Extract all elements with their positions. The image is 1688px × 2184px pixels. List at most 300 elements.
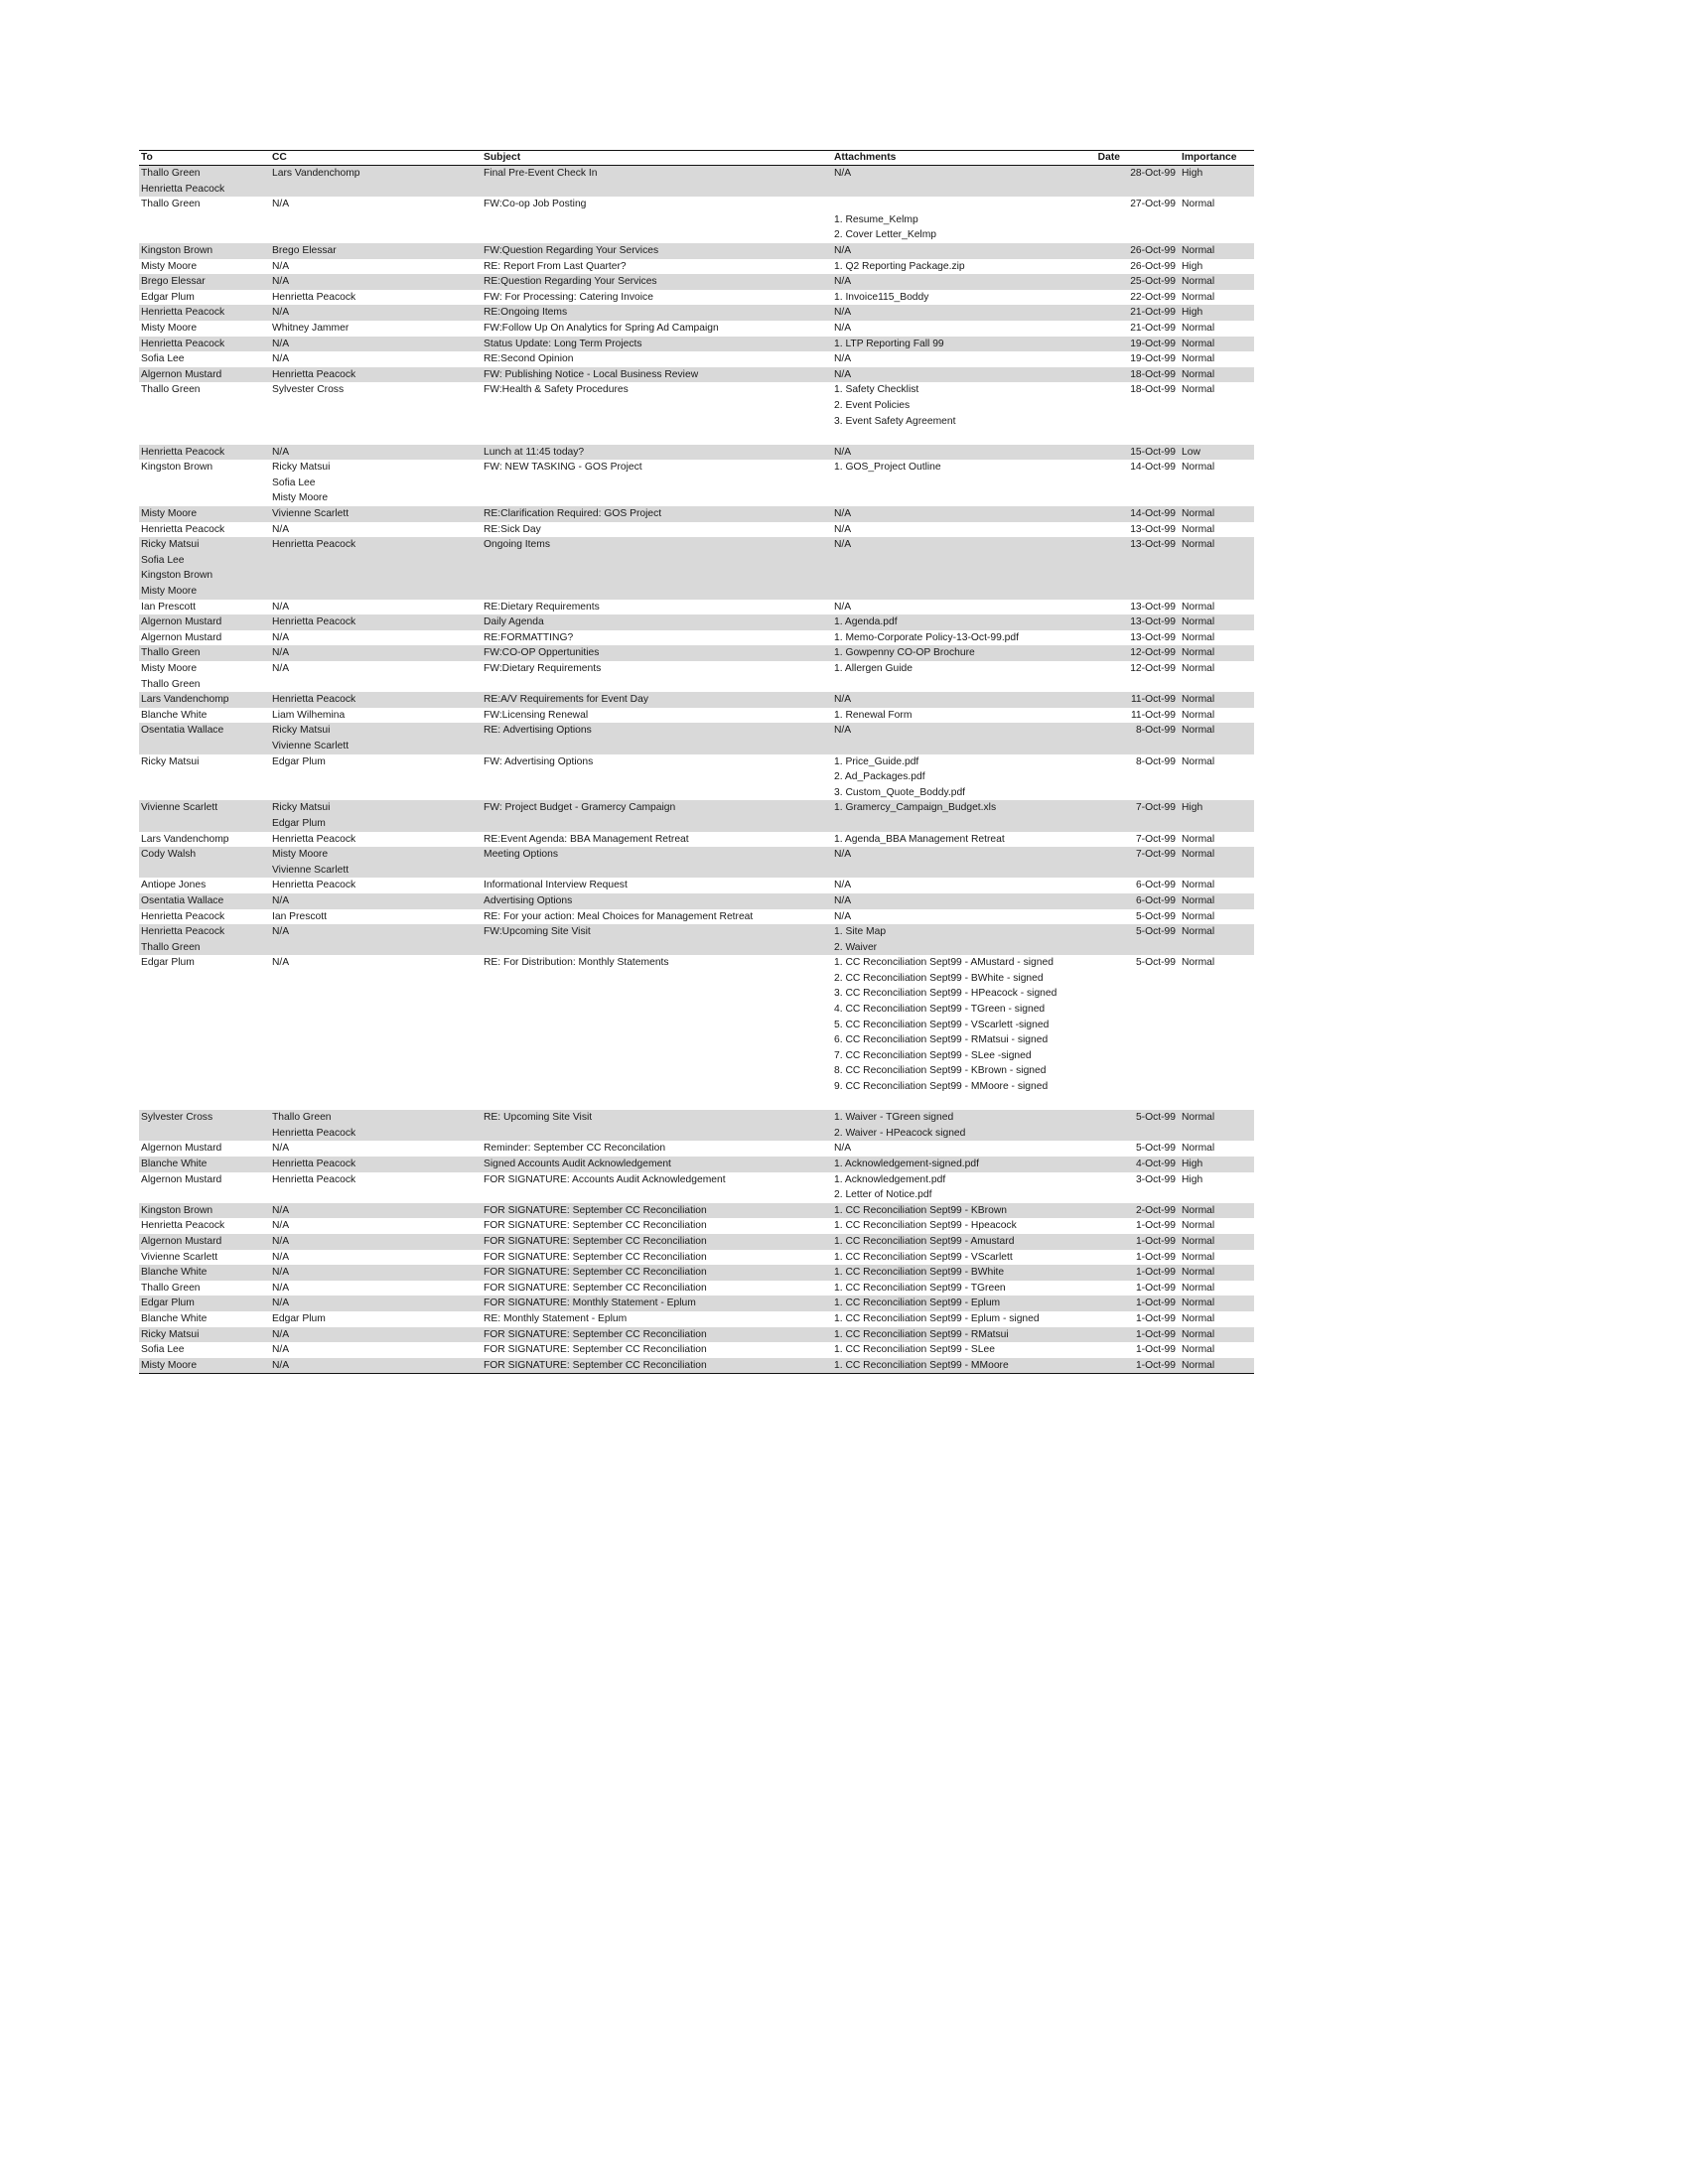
- cc-cell: [270, 1172, 482, 1203]
- attachments-cell: [832, 1203, 1065, 1219]
- attachments-cell-line: 8. CC Reconciliation Sept99 - KBrown - signed: [834, 1065, 1047, 1077]
- cc-cell-line: N/A: [272, 353, 290, 365]
- cc-cell: [270, 259, 482, 275]
- subject-cell: RE: Advertising Options: [482, 723, 832, 753]
- cc-cell-line: Sylvester Cross: [272, 384, 345, 396]
- cc-cell-line: Vivienne Scarlett: [272, 864, 350, 876]
- subject-cell: FW:Licensing Renewal: [484, 709, 589, 721]
- attachments-cell-line: 1. Memo-Corporate Policy-13-Oct-99.pdf: [834, 631, 1019, 643]
- date-cell: 2-Oct-99: [1065, 1203, 1180, 1219]
- attachments-cell: [832, 800, 1065, 831]
- importance-cell: Normal: [1180, 243, 1254, 259]
- importance-cell: Normal: [1182, 709, 1215, 721]
- importance-cell: Normal: [1182, 1220, 1215, 1232]
- to-cell-line: Cody Walsh: [141, 849, 197, 861]
- to-cell: [139, 1110, 270, 1141]
- importance-cell: Normal: [1180, 847, 1254, 878]
- attachments-cell-line: 1. Gowpenny CO-OP Brochure: [834, 647, 975, 659]
- subject-cell: FW:Dietary Requirements: [484, 663, 602, 674]
- subject-cell: FW: Advertising Options: [484, 755, 594, 767]
- importance-cell: Normal: [1180, 1265, 1254, 1281]
- attachments-cell-line: 2. CC Reconciliation Sept99 - BWhite - signed: [834, 972, 1044, 984]
- to-cell-line: Misty Moore: [141, 1359, 198, 1371]
- cc-cell: [270, 321, 482, 337]
- subject-cell: FOR SIGNATURE: September CC Reconciliation: [484, 1251, 707, 1263]
- attachments-cell-line: 1. Gramercy_Campaign_Budget.xls: [834, 802, 997, 814]
- to-cell-line: Misty Moore: [141, 260, 198, 272]
- date-cell: 5-Oct-99: [1135, 1143, 1176, 1155]
- cc-cell-line: Edgar Plum: [272, 1312, 326, 1324]
- table-row: [139, 723, 1254, 753]
- table-row: [139, 661, 1254, 692]
- date-cell: 12-Oct-99: [1130, 663, 1176, 674]
- cc-cell: [270, 847, 482, 878]
- attachments-cell: [832, 955, 1065, 1110]
- table-row: [139, 847, 1254, 878]
- date-cell: 1-Oct-99: [1135, 1344, 1176, 1356]
- to-cell-line: Osentatia Wallace: [141, 725, 224, 737]
- subject-cell: FW: Publishing Notice - Local Business Review: [482, 367, 832, 383]
- importance-cell: Normal: [1182, 384, 1215, 396]
- cc-cell: [270, 1250, 482, 1266]
- importance-cell: Normal: [1180, 506, 1254, 522]
- to-cell: [139, 1311, 270, 1327]
- cc-cell-line: Thallo Green: [272, 1112, 332, 1124]
- attachments-cell-line: 1. CC Reconciliation Sept99 - RMatsui: [834, 1328, 1009, 1340]
- attachments-cell-line: 1. Allergen Guide: [834, 663, 913, 674]
- cc-cell-line: N/A: [272, 1220, 290, 1232]
- cc-cell-line: N/A: [272, 260, 290, 272]
- header-to: To: [139, 151, 270, 166]
- table-row: [139, 600, 1254, 615]
- attachments-cell-line: 1. CC Reconciliation Sept99 - TGreen: [834, 1282, 1006, 1294]
- cc-cell-line: N/A: [272, 276, 290, 288]
- to-cell-line: Algernon Mustard: [141, 1143, 222, 1155]
- table-row: [139, 955, 1254, 1110]
- cc-cell: [270, 832, 482, 848]
- importance-cell: Normal: [1182, 957, 1215, 969]
- to-cell: [139, 537, 270, 599]
- subject-cell: Lunch at 11:45 today?: [482, 445, 832, 461]
- to-cell: [139, 259, 270, 275]
- attachments-cell-line: 2. Cover Letter_Kelmp: [834, 229, 937, 241]
- importance-cell: High: [1182, 260, 1203, 272]
- cc-cell: [270, 1110, 482, 1141]
- to-cell: [139, 600, 270, 615]
- date-cell: 21-Oct-99: [1065, 305, 1180, 321]
- to-cell: [139, 445, 270, 461]
- attachments-cell: [832, 1296, 1065, 1311]
- cc-cell-line: N/A: [272, 1143, 290, 1155]
- attachments-cell: [832, 924, 1065, 955]
- table-row: [139, 337, 1254, 352]
- to-cell: [139, 754, 270, 801]
- to-cell: [139, 630, 270, 646]
- to-cell: [139, 924, 270, 955]
- attachments-cell: [832, 645, 1065, 661]
- attachments-cell-line: 1. Agenda_BBA Management Retreat: [834, 833, 1005, 845]
- cc-cell-line: N/A: [272, 601, 290, 613]
- subject-cell: FOR SIGNATURE: September CC Reconciliation: [482, 1265, 832, 1281]
- cc-cell: [270, 924, 482, 955]
- header-attachments: Attachments: [832, 151, 1065, 166]
- subject-cell: RE:Dietary Requirements: [484, 601, 600, 613]
- date-cell: 28-Oct-99: [1065, 166, 1180, 198]
- attachments-cell-line: N/A: [834, 880, 852, 891]
- email-log-table: [139, 150, 1254, 1374]
- attachments-cell: [832, 1327, 1065, 1343]
- attachments-cell-line: 2. Waiver: [834, 941, 878, 953]
- importance-cell: Normal: [1182, 523, 1215, 535]
- cc-cell-line: N/A: [272, 1344, 290, 1356]
- cc-cell-line: N/A: [272, 523, 290, 535]
- subject-cell: FW:Health & Safety Procedures: [484, 384, 629, 396]
- attachments-cell-line: 1. GOS_Project Outline: [834, 462, 941, 474]
- attachments-cell: [832, 460, 1065, 506]
- subject-cell: RE: Report From Last Quarter?: [484, 260, 627, 272]
- date-cell: 1-Oct-99: [1065, 1358, 1180, 1374]
- to-cell-line: Kingston Brown: [141, 570, 213, 582]
- to-cell: [139, 832, 270, 848]
- attachments-cell: [832, 1342, 1065, 1358]
- attachments-cell-line: N/A: [834, 353, 852, 365]
- table-row: [139, 382, 1254, 444]
- to-cell: [139, 460, 270, 506]
- table-row: [139, 445, 1254, 461]
- table-row: [139, 290, 1254, 306]
- attachments-cell: [832, 274, 1065, 290]
- to-cell-line: Brego Elessar: [141, 276, 206, 288]
- subject-cell: FW:Question Regarding Your Services: [482, 243, 832, 259]
- importance-cell: Normal: [1182, 1143, 1215, 1155]
- cc-cell: [270, 909, 482, 925]
- table-row: [139, 259, 1254, 275]
- date-cell: 13-Oct-99: [1130, 523, 1176, 535]
- to-cell: [139, 661, 270, 692]
- cc-cell: [270, 1218, 482, 1234]
- cc-cell: [270, 692, 482, 708]
- date-cell: 8-Oct-99: [1135, 755, 1176, 767]
- to-cell-line: Henrietta Peacock: [141, 926, 225, 938]
- cc-cell-line: Vivienne Scarlett: [272, 740, 350, 751]
- to-cell: [139, 800, 270, 831]
- attachments-cell-line: N/A: [834, 446, 852, 458]
- attachments-cell: [832, 832, 1065, 848]
- cc-cell-line: Henrietta Peacock: [272, 539, 356, 551]
- date-cell: 1-Oct-99: [1135, 1251, 1176, 1263]
- date-cell: 19-Oct-99: [1130, 353, 1176, 365]
- attachments-cell-line: 1. Resume_Kelmp: [834, 213, 918, 225]
- importance-cell: Normal: [1180, 537, 1254, 599]
- attachments-cell: [832, 259, 1065, 275]
- to-cell: [139, 1172, 270, 1203]
- attachments-cell-line: 1. CC Reconciliation Sept99 - SLee: [834, 1344, 995, 1356]
- attachments-cell-line: 2. Ad_Packages.pdf: [834, 771, 925, 783]
- attachments-cell-line: 4. CC Reconciliation Sept99 - TGreen - signed: [834, 1004, 1046, 1016]
- to-cell-line: Blanche White: [141, 1312, 208, 1324]
- cc-cell-line: Henrietta Peacock: [272, 694, 356, 706]
- to-cell-line: Henrietta Peacock: [141, 338, 225, 349]
- attachments-cell: [832, 708, 1065, 724]
- attachments-cell-line: 1. LTP Reporting Fall 99: [834, 338, 944, 349]
- subject-cell: FW: NEW TASKING - GOS Project: [484, 462, 642, 474]
- to-cell-line: Misty Moore: [141, 322, 198, 334]
- cc-cell: [270, 1311, 482, 1327]
- importance-cell: Normal: [1182, 322, 1215, 334]
- importance-cell: Normal: [1180, 274, 1254, 290]
- to-cell-line: Henrietta Peacock: [141, 183, 225, 195]
- date-cell: 6-Oct-99: [1065, 893, 1180, 909]
- to-cell: [139, 909, 270, 925]
- importance-cell: Normal: [1182, 601, 1215, 613]
- subject-cell: RE:Question Regarding Your Services: [482, 274, 832, 290]
- attachments-cell: [832, 1234, 1065, 1250]
- importance-cell: Normal: [1182, 663, 1215, 674]
- table-row: [139, 351, 1254, 367]
- table-row: [139, 522, 1254, 538]
- attachments-cell-line: 1. CC Reconciliation Sept99 - MMoore: [834, 1359, 1009, 1371]
- date-cell: 14-Oct-99: [1065, 506, 1180, 522]
- table-row: [139, 1358, 1254, 1374]
- table-row: [139, 1296, 1254, 1311]
- attachments-cell-line: 7. CC Reconciliation Sept99 - SLee -signed: [834, 1049, 1032, 1061]
- to-cell-line: Algernon Mustard: [141, 1173, 222, 1185]
- date-cell: 13-Oct-99: [1065, 537, 1180, 599]
- table-row: [139, 321, 1254, 337]
- importance-cell: High: [1180, 1157, 1254, 1172]
- date-cell: 18-Oct-99: [1065, 367, 1180, 383]
- table-row: [139, 367, 1254, 383]
- cc-cell: [270, 1342, 482, 1358]
- attachments-cell-line: N/A: [834, 307, 852, 319]
- to-cell-line: Thallo Green: [141, 647, 201, 659]
- cc-cell: [270, 537, 482, 599]
- cc-cell: [270, 1281, 482, 1297]
- table-row: [139, 1218, 1254, 1234]
- to-cell-line: Kingston Brown: [141, 244, 213, 256]
- importance-cell: Normal: [1180, 893, 1254, 909]
- to-cell-line: Misty Moore: [141, 508, 198, 520]
- date-cell: 27-Oct-99: [1130, 199, 1176, 210]
- cc-cell: [270, 1296, 482, 1311]
- subject-cell: Signed Accounts Audit Acknowledgement: [482, 1157, 832, 1172]
- attachments-cell: [832, 367, 1065, 383]
- cc-cell-line: N/A: [272, 1282, 290, 1294]
- table-row: [139, 909, 1254, 925]
- cc-cell-line: N/A: [272, 631, 290, 643]
- cc-cell: [270, 445, 482, 461]
- cc-cell: [270, 661, 482, 692]
- to-cell: [139, 290, 270, 306]
- attachments-cell: [832, 382, 1065, 444]
- table-row: [139, 692, 1254, 708]
- subject-cell: RE: Upcoming Site Visit: [482, 1110, 832, 1141]
- to-cell: [139, 506, 270, 522]
- cc-cell-line: N/A: [272, 957, 290, 969]
- to-cell: [139, 305, 270, 321]
- importance-cell: Normal: [1182, 199, 1215, 210]
- attachments-cell-line: 1. Waiver - TGreen signed: [834, 1112, 954, 1124]
- to-cell: [139, 708, 270, 724]
- attachments-cell: [832, 1110, 1065, 1141]
- to-cell-line: Edgar Plum: [141, 957, 195, 969]
- subject-cell: Status Update: Long Term Projects: [482, 337, 832, 352]
- to-cell-line: Ricky Matsui: [141, 1328, 200, 1340]
- table-row: [139, 305, 1254, 321]
- table-row: [139, 1281, 1254, 1297]
- to-cell: [139, 337, 270, 352]
- attachments-cell: [832, 847, 1065, 878]
- date-cell: 5-Oct-99: [1135, 957, 1176, 969]
- attachments-cell-line: N/A: [834, 368, 852, 380]
- to-cell: [139, 274, 270, 290]
- importance-cell: Normal: [1182, 291, 1215, 303]
- attachments-cell-line: 2. Waiver - HPeacock signed: [834, 1127, 966, 1139]
- subject-cell: RE:A/V Requirements for Event Day: [482, 692, 832, 708]
- table-body: [139, 166, 1254, 1374]
- cc-cell-line: N/A: [272, 1328, 290, 1340]
- importance-cell: Normal: [1182, 353, 1215, 365]
- date-cell: 5-Oct-99: [1065, 924, 1180, 955]
- cc-cell: [270, 274, 482, 290]
- attachments-cell-line: 3. CC Reconciliation Sept99 - HPeacock - signed: [834, 988, 1057, 1000]
- cc-cell: [270, 1358, 482, 1374]
- to-cell-line: Vivienne Scarlett: [141, 1251, 218, 1263]
- cc-cell: [270, 197, 482, 243]
- to-cell: [139, 878, 270, 893]
- cc-cell-line: N/A: [272, 1297, 290, 1309]
- importance-cell: Normal: [1182, 910, 1215, 922]
- attachments-cell: [832, 337, 1065, 352]
- to-cell-line: Vivienne Scarlett: [141, 802, 218, 814]
- to-cell-line: Blanche White: [141, 709, 208, 721]
- cc-cell-line: Sofia Lee: [272, 477, 316, 488]
- cc-cell: [270, 522, 482, 538]
- header-row: [139, 151, 1254, 166]
- to-cell: [139, 197, 270, 243]
- importance-cell: Normal: [1182, 1344, 1215, 1356]
- cc-cell-line: Edgar Plum: [272, 817, 326, 829]
- to-cell: [139, 692, 270, 708]
- importance-cell: Normal: [1182, 880, 1215, 891]
- cc-cell: [270, 955, 482, 1110]
- to-cell-line: Misty Moore: [141, 663, 198, 674]
- importance-cell: High: [1180, 166, 1254, 198]
- attachments-cell: [832, 305, 1065, 321]
- table-row: [139, 1342, 1254, 1358]
- importance-cell: Normal: [1182, 1312, 1215, 1324]
- attachments-cell-line: N/A: [834, 601, 852, 613]
- cc-cell: [270, 1203, 482, 1219]
- to-cell-line: Sofia Lee: [141, 554, 185, 566]
- to-cell-line: Kingston Brown: [141, 1204, 213, 1216]
- subject-cell: FW: For Processing: Catering Invoice: [484, 291, 653, 303]
- importance-cell: Low: [1180, 445, 1254, 461]
- to-cell-line: Algernon Mustard: [141, 631, 222, 643]
- attachments-cell: [832, 754, 1065, 801]
- to-cell: [139, 955, 270, 1110]
- attachments-cell-line: N/A: [834, 539, 852, 551]
- cc-cell: [270, 1327, 482, 1343]
- importance-cell: Normal: [1182, 462, 1215, 474]
- attachments-cell-line: 1. CC Reconciliation Sept99 - Hpeacock: [834, 1220, 1017, 1232]
- cc-cell-line: Vivienne Scarlett: [272, 508, 350, 520]
- attachments-cell: [832, 600, 1065, 615]
- subject-cell: RE:Event Agenda: BBA Management Retreat: [484, 833, 689, 845]
- cc-cell-line: Ricky Matsui: [272, 725, 331, 737]
- importance-cell: Normal: [1182, 833, 1215, 845]
- cc-cell-line: N/A: [272, 663, 290, 674]
- to-cell: [139, 1281, 270, 1297]
- attachments-cell-line: N/A: [834, 694, 852, 706]
- cc-cell-line: Henrietta Peacock: [272, 616, 356, 628]
- to-cell: [139, 166, 270, 198]
- attachments-cell: [832, 614, 1065, 630]
- to-cell-line: Henrietta Peacock: [141, 307, 225, 319]
- attachments-cell-line: 1. Agenda.pdf: [834, 616, 898, 628]
- header-subject: Subject: [482, 151, 832, 166]
- date-cell: 13-Oct-99: [1065, 614, 1180, 630]
- subject-cell: FW:Co-op Job Posting: [484, 199, 587, 210]
- to-cell-line: Kingston Brown: [141, 462, 213, 474]
- to-cell-line: Sylvester Cross: [141, 1112, 213, 1124]
- cc-cell-line: Henrietta Peacock: [272, 1173, 356, 1185]
- cc-cell: [270, 351, 482, 367]
- cc-cell-line: N/A: [272, 894, 290, 906]
- importance-cell: Normal: [1180, 1296, 1254, 1311]
- to-cell-line: Thallo Green: [141, 678, 201, 690]
- attachments-cell: [832, 1157, 1065, 1172]
- date-cell: 13-Oct-99: [1130, 601, 1176, 613]
- table-row: [139, 1250, 1254, 1266]
- attachments-cell-line: N/A: [834, 1143, 852, 1155]
- cc-cell-line: Henrietta Peacock: [272, 833, 356, 845]
- table-row: [139, 708, 1254, 724]
- subject-cell: Daily Agenda: [482, 614, 832, 630]
- to-cell: [139, 1296, 270, 1311]
- date-cell: 5-Oct-99: [1065, 1110, 1180, 1141]
- table-row: [139, 1203, 1254, 1219]
- cc-cell: [270, 708, 482, 724]
- subject-cell: Meeting Options: [482, 847, 832, 878]
- importance-cell: High: [1180, 800, 1254, 831]
- subject-cell: RE: For Distribution: Monthly Statements: [484, 957, 669, 969]
- to-cell-line: Lars Vandenchomp: [141, 833, 229, 845]
- cc-cell-line: Henrietta Peacock: [272, 291, 356, 303]
- subject-cell: RE:Ongoing Items: [482, 305, 832, 321]
- cc-cell: [270, 506, 482, 522]
- subject-cell: RE:Clarification Required: GOS Project: [482, 506, 832, 522]
- attachments-cell-line: 6. CC Reconciliation Sept99 - RMatsui - signed: [834, 1034, 1049, 1046]
- cc-cell-line: Liam Wilhemina: [272, 709, 346, 721]
- attachments-cell: [832, 1218, 1065, 1234]
- table-row: [139, 1327, 1254, 1343]
- importance-cell: Normal: [1180, 367, 1254, 383]
- to-cell-line: Thallo Green: [141, 168, 201, 179]
- cc-cell-line: N/A: [272, 1204, 290, 1216]
- importance-cell: Normal: [1180, 1110, 1254, 1141]
- date-cell: 7-Oct-99: [1065, 800, 1180, 831]
- attachments-cell: [832, 723, 1065, 753]
- cc-cell-line: N/A: [272, 1267, 290, 1279]
- to-cell-line: Henrietta Peacock: [141, 910, 225, 922]
- subject-cell: FW:Follow Up On Analytics for Spring Ad Campaign: [484, 322, 719, 334]
- attachments-cell-line: 1. CC Reconciliation Sept99 - Amustard: [834, 1235, 1015, 1247]
- attachments-cell: [832, 1172, 1065, 1203]
- to-cell: [139, 1358, 270, 1374]
- cc-cell: [270, 893, 482, 909]
- date-cell: 6-Oct-99: [1135, 880, 1176, 891]
